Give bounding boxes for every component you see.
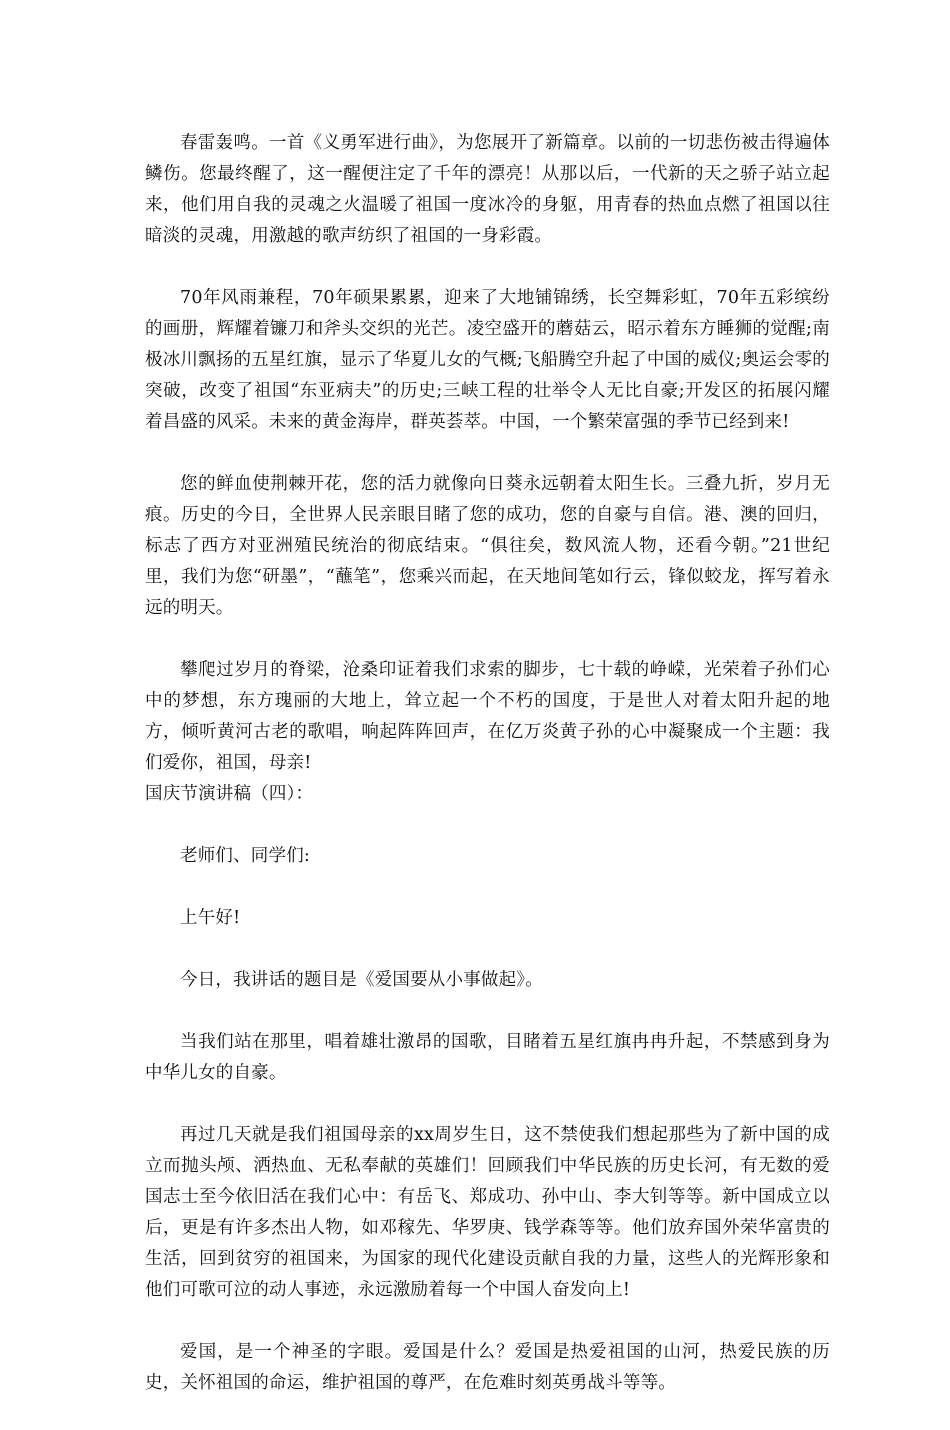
speech-topic: 今日，我讲话的题目是《爱国要从小事做起》。 <box>180 970 543 990</box>
paragraph-3: 您的鲜血使荆棘开花，您的活力就像向日葵永远朝着太阳生长。三叠九折，岁月无痕。历史的今日，全世界人民亲眼目睹了您的成功，您的自豪与自信。港、澳的回归，标志了西方对亚洲殖民统治的彻底结束。“俱往矣，数风流人物，还看今朝。”21世纪里，我们为您“研墨”，“蘸笔”，您乘兴而起，在天地间笔如行云，锋似蛟龙，挥写着永远的明天。 <box>145 474 830 618</box>
paragraph-5: 当我们站在那里，唱着雄壮激昂的国歌，目睹着五星红旗冉冉升起，不禁感到身为中华儿女的自豪。 <box>145 1032 830 1083</box>
salutation: 老师们、同学们: <box>180 846 310 866</box>
section-heading: 国庆节演讲稿（四）： <box>145 784 314 804</box>
paragraph-1: 春雷轰鸣。一首《义勇军进行曲》，为您展开了新篇章。以前的一切悲伤被击得遍体鳞伤。您最终醒了，这一醒便注定了千年的漂亮！从那以后，一代新的天之骄子站立起来，他们用自我的灵魂之火温暖了祖国一度冰冷的身躯，用青春的热血点燃了祖国以往暗淡的灵魂，用激越的歌声纺织了祖国的一身彩霞。 <box>145 133 830 246</box>
paragraph-2: 70年风雨兼程，70年硕果累累，迎来了大地铺锦绣，长空舞彩虹，70年五彩缤纷的画册，辉耀着镰刀和斧头交织的光芒。凌空盛开的蘑菇云，昭示着东方睡狮的觉醒;南极冰川飘扬的五星红旗，显示了华夏儿女的气概;飞船腾空升起了中国的威仪;奥运会零的突破，改变了祖国“东亚病夫”的历史;三峡工程的壮举令人无比自豪;开发区的拓展闪耀着昌盛的风采。未来的黄金海岸，群英荟萃。中国，一个繁荣富强的季节已经到来! <box>145 288 830 432</box>
greeting: 上午好! <box>180 908 241 928</box>
paragraph-4: 攀爬过岁月的脊梁，沧桑印证着我们求索的脚步，七十载的峥嵘，光荣着子孙们心中的梦想，东方瑰丽的大地上，耸立起一个不朽的国度，于是世人对着太阳升起的地方，倾听黄河古老的歌唱，响起阵阵回声，在亿万炎黄子孙的心中凝聚成一个主题：我们爱你，祖国，母亲! <box>145 660 830 773</box>
paragraph-7: 爱国，是一个神圣的字眼。爱国是什么？爱国是热爱祖国的山河，热爱民族的历史，关怀祖国的命运，维护祖国的尊严，在危难时刻英勇战斗等等。 <box>145 1342 830 1393</box>
paragraph-6: 再过几天就是我们祖国母亲的xx周岁生日，这不禁使我们想起那些为了新中国的成立而抛头颅、洒热血、无私奉献的英雄们！回顾我们中华民族的历史长河，有无数的爱国志士至今依旧活在我们心中：有岳飞、郑成功、孙中山、李大钊等等。新中国成立以后，更是有许多杰出人物，如邓稼先、华罗庚、钱学森等等。他们放弃国外荣华富贵的生活，回到贫穷的祖国来，为国家的现代化建设贡献自我的力量，这些人的光辉形象和他们可歌可泣的动人事迹，永远激励着每一个中国人奋发向上! <box>145 1125 830 1300</box>
document-page <box>145 128 830 1430</box>
